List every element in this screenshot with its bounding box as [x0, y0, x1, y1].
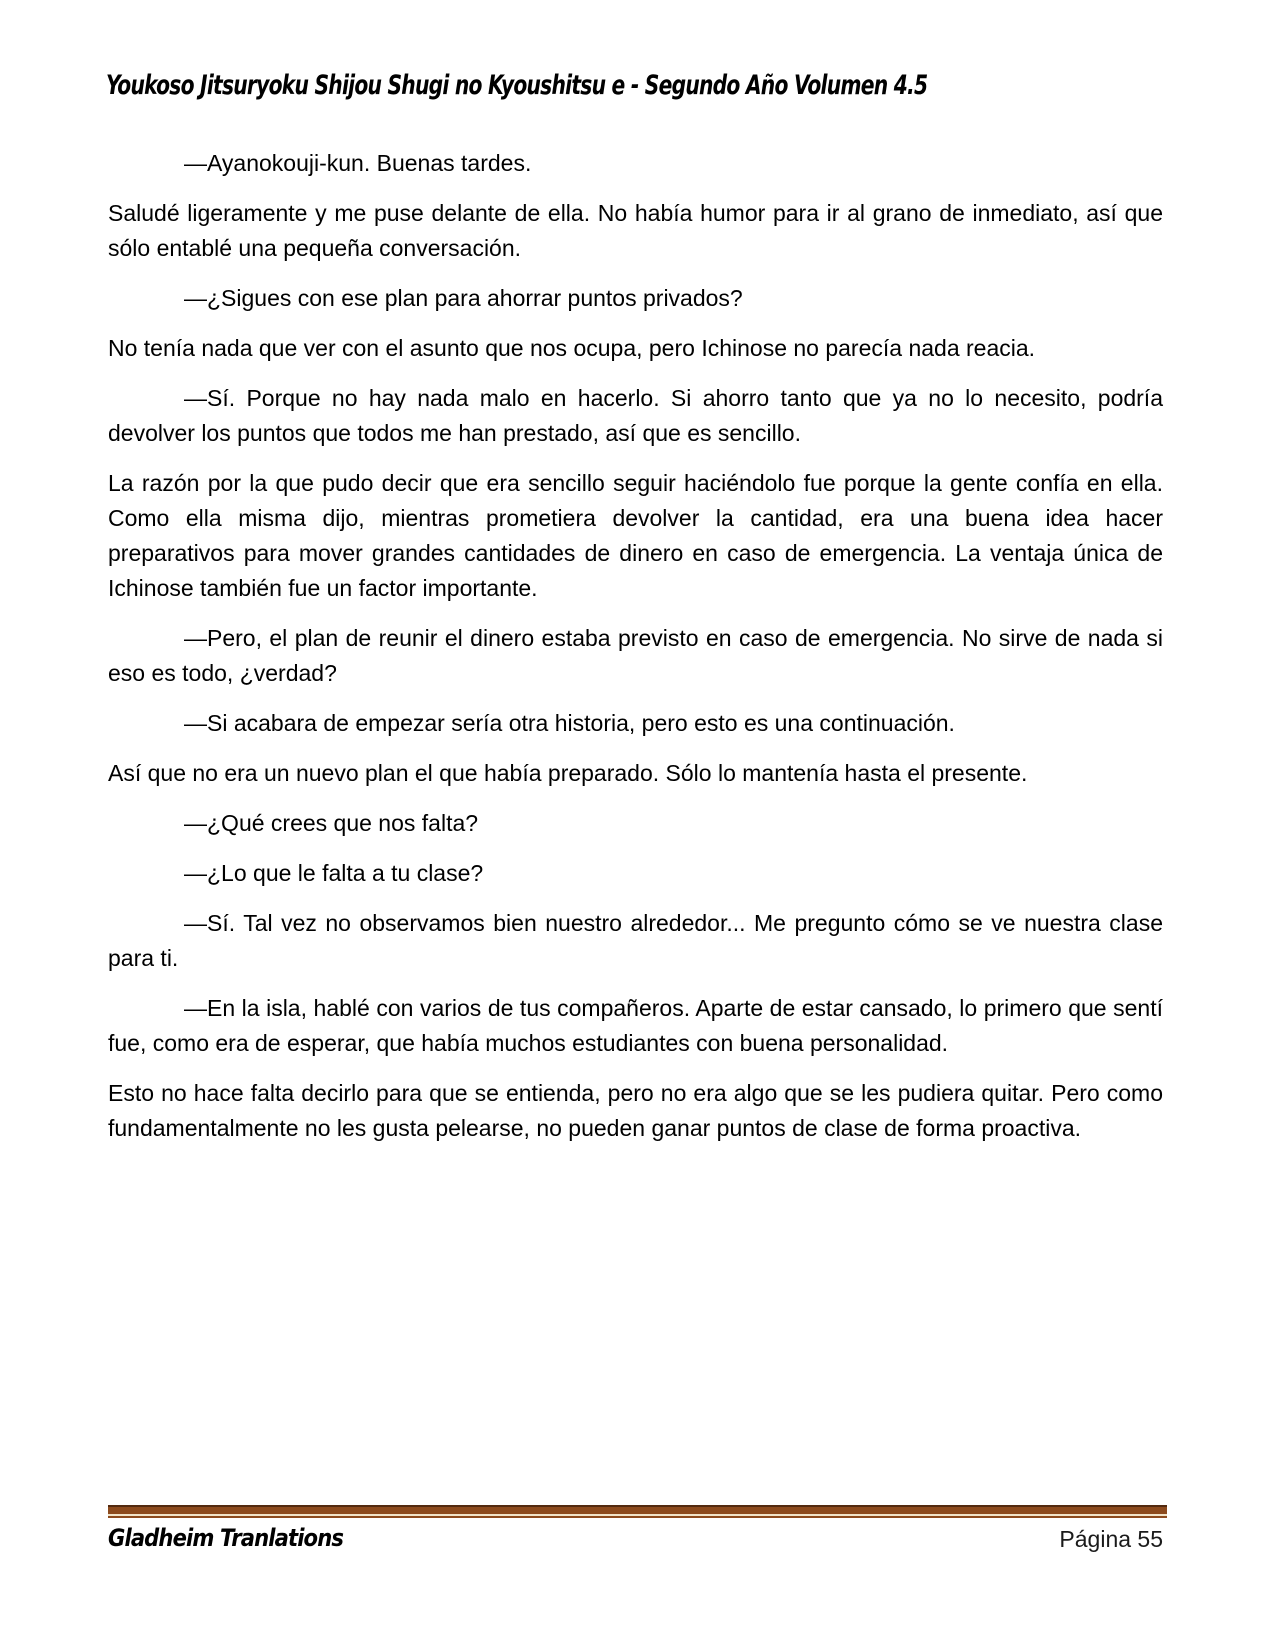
footer-divider-main-line: [108, 1507, 1167, 1514]
narration-paragraph: No tenía nada que ver con el asunto que nos ocupa, pero Ichinose no parecía nada reacia.: [108, 335, 1036, 361]
page-header: [106, 70, 1163, 101]
body-paragraphs: [108, 146, 1163, 1161]
dialogue-paragraph: —¿Qué crees que nos falta?: [184, 810, 479, 836]
dialogue-paragraph: —En la isla, hablé con varios de tus compañeros. Aparte de estar cansado, lo primero que sentí fue, como era de esperar, que había muchos estudiantes con buena personalidad.: [108, 995, 1163, 1056]
narration-paragraph: Así que no era un nuevo plan el que había preparado. Sólo lo mantenía hasta el presente.: [108, 760, 1028, 786]
dialogue-paragraph: —¿Sigues con ese plan para ahorrar puntos privados?: [184, 285, 743, 311]
narration-paragraph: Esto no hace falta decirlo para que se entienda, pero no era algo que se les pudiera quitar. Pero como fundamentalmente no les gusta pelearse, no pueden ganar puntos de clase de forma proactiva.: [108, 1080, 1163, 1141]
dialogue-paragraph: —Sí. Porque no hay nada malo en hacerlo. Si ahorro tanto que ya no lo necesito, podría devolver los puntos que todos me han prestado, así que es sencillo.: [108, 385, 1163, 446]
page-header-title: Youkoso Jitsuryoku Shijou Shugi no Kyoushitsu e - Segundo Año Volumen 4.5: [106, 70, 928, 101]
dialogue-paragraph: —Pero, el plan de reunir el dinero estaba previsto en caso de emergencia. No sirve de nada si eso es todo, ¿verdad?: [108, 625, 1163, 686]
dialogue-paragraph: —Ayanokouji-kun. Buenas tardes.: [184, 150, 532, 176]
narration-paragraph: La razón por la que pudo decir que era sencillo seguir haciéndolo fue porque la gente confía en ella. Como ella misma dijo, mientras prometiera devolver la cantidad, era una buena idea hacer preparativos para mover grandes cantidades de dinero en caso de emergencia. La ventaja única de Ichinose también fue un factor importante.: [108, 470, 1163, 601]
footer-page-number: Página 55: [1059, 1526, 1163, 1552]
footer-translator-label: Gladheim Tranlations: [108, 1524, 344, 1552]
footer-divider-thin-line: [108, 1516, 1167, 1518]
dialogue-paragraph: —Si acabara de empezar sería otra historia, pero esto es una continuación.: [184, 710, 955, 736]
dialogue-paragraph: —Sí. Tal vez no observamos bien nuestro alrededor... Me pregunto cómo se ve nuestra clase para ti.: [108, 910, 1163, 971]
footer-divider: [108, 1505, 1167, 1518]
footer-translator: [108, 1524, 375, 1552]
dialogue-paragraph: —¿Lo que le falta a tu clase?: [184, 860, 484, 886]
narration-paragraph: Saludé ligeramente y me puse delante de ella. No había humor para ir al grano de inmediato, así que sólo entablé una pequeña conversación.: [108, 200, 1163, 261]
